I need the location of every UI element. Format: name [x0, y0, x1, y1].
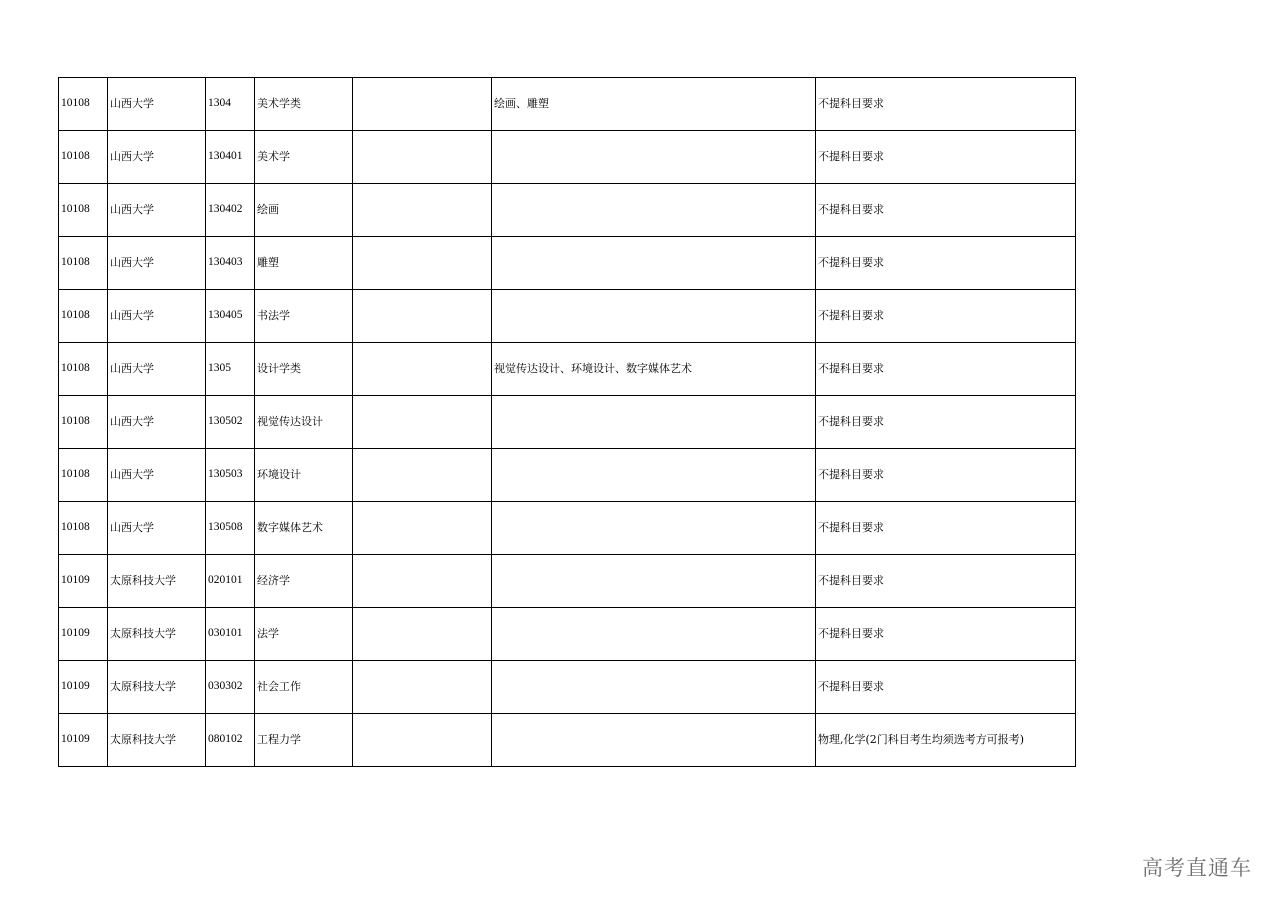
- note-cell: [353, 237, 492, 290]
- school-name-cell: 山西大学: [108, 449, 206, 502]
- included-majors-cell: [492, 714, 816, 767]
- major-code-cell: 020101: [206, 555, 255, 608]
- school-code-cell: 10108: [59, 449, 108, 502]
- major-name-cell: 社会工作: [255, 661, 353, 714]
- school-code-cell: 10108: [59, 78, 108, 131]
- note-cell: [353, 131, 492, 184]
- major-code-cell: 130503: [206, 449, 255, 502]
- table-row: [59, 661, 1076, 714]
- school-code-cell: 10109: [59, 608, 108, 661]
- school-name-cell: 太原科技大学: [108, 608, 206, 661]
- major-name-cell: 美术学类: [255, 78, 353, 131]
- table-row: [59, 555, 1076, 608]
- note-cell: [353, 608, 492, 661]
- major-name-cell: 设计学类: [255, 343, 353, 396]
- subject-requirement-cell: 不提科目要求: [816, 290, 1076, 343]
- subject-requirement-cell: 不提科目要求: [816, 502, 1076, 555]
- major-code-cell: 030101: [206, 608, 255, 661]
- table-row: [59, 502, 1076, 555]
- subject-requirement-cell: 不提科目要求: [816, 131, 1076, 184]
- school-name-cell: 山西大学: [108, 78, 206, 131]
- included-majors-cell: [492, 396, 816, 449]
- included-majors-cell: 绘画、雕塑: [492, 78, 816, 131]
- school-code-cell: 10109: [59, 555, 108, 608]
- major-name-cell: 视觉传达设计: [255, 396, 353, 449]
- school-code-cell: 10109: [59, 714, 108, 767]
- school-name-cell: 山西大学: [108, 131, 206, 184]
- school-name-cell: 太原科技大学: [108, 661, 206, 714]
- note-cell: [353, 502, 492, 555]
- note-cell: [353, 396, 492, 449]
- note-cell: [353, 78, 492, 131]
- note-cell: [353, 661, 492, 714]
- school-code-cell: 10109: [59, 661, 108, 714]
- major-code-cell: 130403: [206, 237, 255, 290]
- subject-requirement-cell: 不提科目要求: [816, 78, 1076, 131]
- major-code-cell: 080102: [206, 714, 255, 767]
- included-majors-cell: 视觉传达设计、环境设计、数字媒体艺术: [492, 343, 816, 396]
- subject-requirement-cell: 不提科目要求: [816, 237, 1076, 290]
- school-name-cell: 山西大学: [108, 396, 206, 449]
- subject-requirement-cell: 不提科目要求: [816, 396, 1076, 449]
- note-cell: [353, 290, 492, 343]
- table-row: [59, 78, 1076, 131]
- major-code-cell: 130402: [206, 184, 255, 237]
- table-body: [59, 78, 1076, 767]
- major-code-cell: 030302: [206, 661, 255, 714]
- included-majors-cell: [492, 555, 816, 608]
- table-row: [59, 131, 1076, 184]
- table-row: [59, 184, 1076, 237]
- subject-requirement-cell: 不提科目要求: [816, 343, 1076, 396]
- note-cell: [353, 449, 492, 502]
- note-cell: [353, 714, 492, 767]
- subject-requirement-cell: 不提科目要求: [816, 449, 1076, 502]
- included-majors-cell: [492, 661, 816, 714]
- school-code-cell: 10108: [59, 290, 108, 343]
- school-code-cell: 10108: [59, 184, 108, 237]
- included-majors-cell: [492, 290, 816, 343]
- school-name-cell: 山西大学: [108, 290, 206, 343]
- major-name-cell: 书法学: [255, 290, 353, 343]
- major-code-cell: 130508: [206, 502, 255, 555]
- included-majors-cell: [492, 502, 816, 555]
- note-cell: [353, 343, 492, 396]
- school-code-cell: 10108: [59, 343, 108, 396]
- table-row: [59, 608, 1076, 661]
- subject-requirement-cell: 不提科目要求: [816, 608, 1076, 661]
- major-name-cell: 工程力学: [255, 714, 353, 767]
- major-name-cell: 美术学: [255, 131, 353, 184]
- subject-requirement-cell: 不提科目要求: [816, 184, 1076, 237]
- note-cell: [353, 184, 492, 237]
- watermark-text: 高考直通车: [1142, 856, 1252, 880]
- table-row: [59, 714, 1076, 767]
- subject-requirement-cell: 不提科目要求: [816, 661, 1076, 714]
- table-row: [59, 449, 1076, 502]
- subject-requirement-cell: 不提科目要求: [816, 555, 1076, 608]
- included-majors-cell: [492, 449, 816, 502]
- table-row: [59, 343, 1076, 396]
- school-code-cell: 10108: [59, 131, 108, 184]
- school-name-cell: 太原科技大学: [108, 555, 206, 608]
- major-code-cell: 1305: [206, 343, 255, 396]
- major-name-cell: 环境设计: [255, 449, 353, 502]
- table-row: [59, 237, 1076, 290]
- school-name-cell: 太原科技大学: [108, 714, 206, 767]
- school-code-cell: 10108: [59, 396, 108, 449]
- subject-requirement-cell: 物理,化学(2门科目考生均须选考方可报考): [816, 714, 1076, 767]
- major-name-cell: 绘画: [255, 184, 353, 237]
- major-name-cell: 数字媒体艺术: [255, 502, 353, 555]
- school-code-cell: 10108: [59, 237, 108, 290]
- school-name-cell: 山西大学: [108, 184, 206, 237]
- included-majors-cell: [492, 131, 816, 184]
- major-code-cell: 1304: [206, 78, 255, 131]
- school-name-cell: 山西大学: [108, 502, 206, 555]
- included-majors-cell: [492, 608, 816, 661]
- note-cell: [353, 555, 492, 608]
- school-name-cell: 山西大学: [108, 237, 206, 290]
- subject-requirements-table: [58, 77, 1076, 767]
- school-name-cell: 山西大学: [108, 343, 206, 396]
- table-row: [59, 290, 1076, 343]
- school-code-cell: 10108: [59, 502, 108, 555]
- major-name-cell: 经济学: [255, 555, 353, 608]
- included-majors-cell: [492, 237, 816, 290]
- major-name-cell: 法学: [255, 608, 353, 661]
- major-code-cell: 130502: [206, 396, 255, 449]
- major-code-cell: 130401: [206, 131, 255, 184]
- major-name-cell: 雕塑: [255, 237, 353, 290]
- table-row: [59, 396, 1076, 449]
- included-majors-cell: [492, 184, 816, 237]
- major-code-cell: 130405: [206, 290, 255, 343]
